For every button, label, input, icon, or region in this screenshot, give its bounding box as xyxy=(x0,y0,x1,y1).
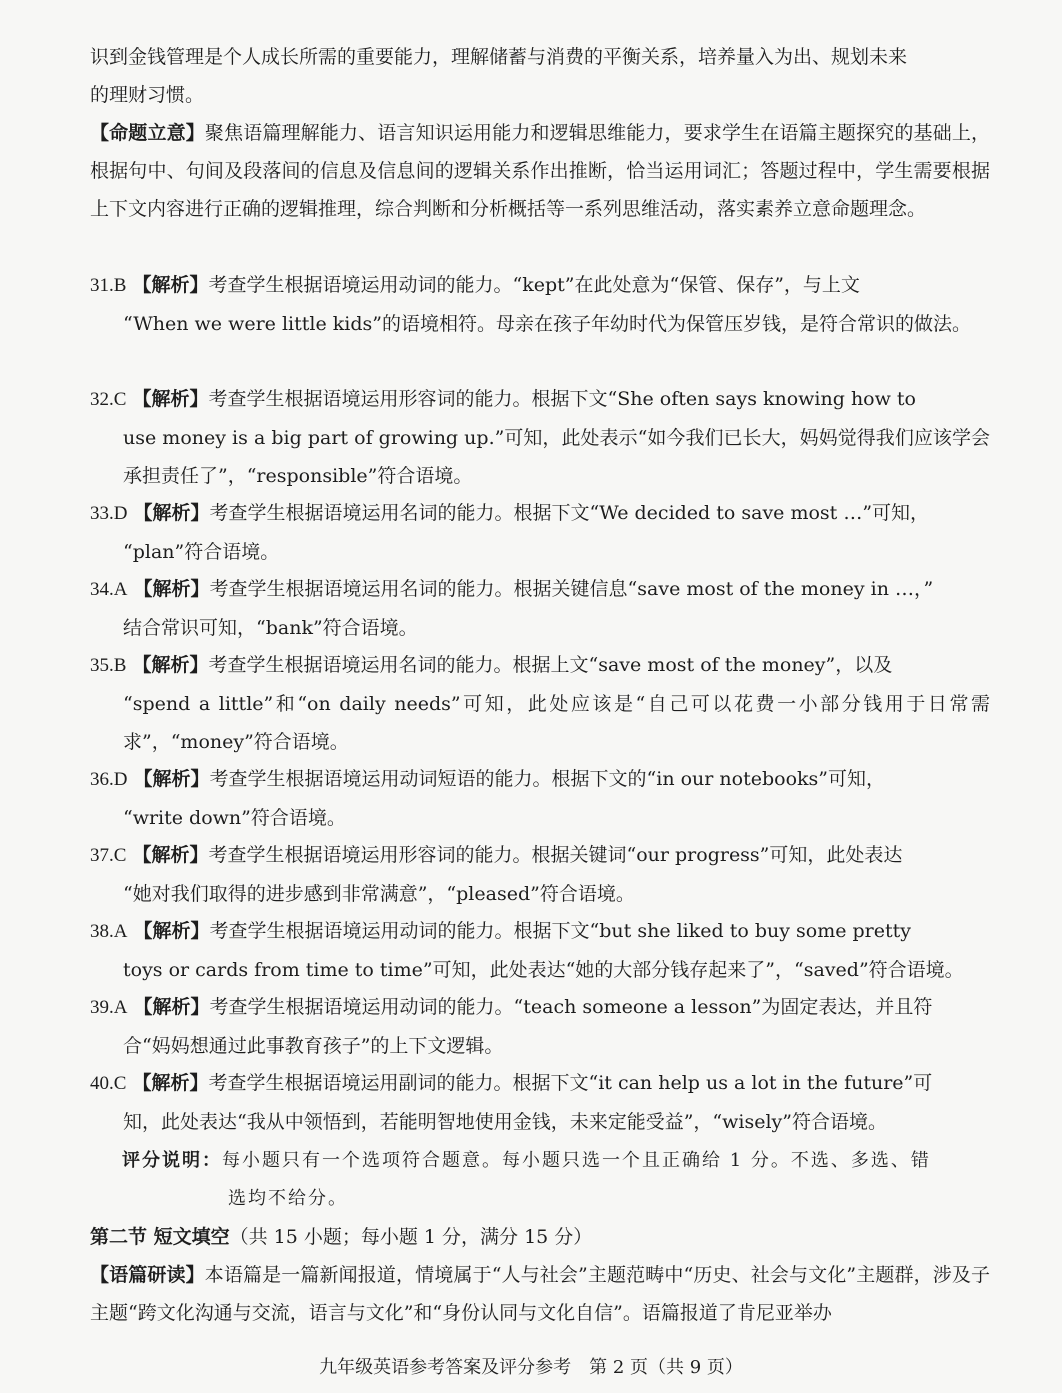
answer-number: 36.D xyxy=(90,769,128,790)
section-meta: （共 15 小题；每小题 1 分，满分 15 分） xyxy=(229,1226,593,1248)
answer-first-line: 考查学生根据语境运用动词短语的能力。根据下文的“in our notebooks”可知， xyxy=(209,768,885,790)
answer-number: 37.C xyxy=(90,845,127,866)
answer-continuation: “plan”符合语境。 xyxy=(123,541,280,563)
answer-first-line: 考查学生根据语境运用名词的能力。根据关键信息“save most of the money in …，” xyxy=(209,578,934,600)
section-heading xyxy=(90,1218,990,1256)
analysis-tag: 【解析】 xyxy=(132,388,209,410)
reading-text: 本语篇是一篇新闻报道，情境属于“人与社会”主题范畴中“历史、社会与文化”主题群，涉及子主题“跨文化沟通与交流，语言与文化”和“身份认同与文化自信”。语篇报道了肯尼亚举办 xyxy=(90,1264,990,1324)
answer-continuation: use money is a big part of growing up.”可知，此处表示“如今我们已长大，妈妈觉得我们应该学会承担责任了”，“responsible”符合语境。 xyxy=(123,427,990,487)
answer-continuation: 知，此处表达“我从中领悟到，若能明智地使用金钱，未来定能受益”，“wisely”符合语境。 xyxy=(123,1111,888,1133)
answer-40 xyxy=(90,1064,990,1141)
answer-38 xyxy=(90,912,990,989)
analysis-tag: 【解析】 xyxy=(133,578,210,600)
answer-first-line: 考查学生根据语境运用副词的能力。根据下文“it can help us a lot in the future”可 xyxy=(208,1072,933,1094)
answer-continuation: toys or cards from time to time”可知，此处表达“她的大部分钱存起来了”，“saved”符合语境。 xyxy=(123,959,964,981)
answer-number: 34.A xyxy=(90,579,128,600)
analysis-tag: 【解析】 xyxy=(132,654,209,676)
answer-continuation: “她对我们取得的进步感到非常满意”，“pleased”符合语境。 xyxy=(123,883,635,905)
scoring-line-2: 选均不给分。 xyxy=(228,1188,348,1209)
intro-paragraph xyxy=(90,38,990,114)
answer-first-line: 考查学生根据语境运用动词的能力。“teach someone a lesson”为固定表达，并且符 xyxy=(209,996,933,1018)
answer-35 xyxy=(90,646,990,761)
analysis-tag: 【解析】 xyxy=(133,920,210,942)
answer-34 xyxy=(90,570,990,647)
answer-number: 40.C xyxy=(90,1073,127,1094)
answer-continuation: “write down”符合语境。 xyxy=(123,807,346,829)
page-footer: 九年级英语参考答案及评分参考 第 2 页（共 9 页） xyxy=(319,1357,743,1378)
intro-line-2: 的理财习惯。 xyxy=(90,84,205,106)
analysis-tag: 【解析】 xyxy=(133,996,210,1018)
answer-number: 35.B xyxy=(90,655,127,676)
scoring-note xyxy=(122,1142,990,1218)
answer-first-line: 考查学生根据语境运用名词的能力。根据上文“save most of the money”，以及 xyxy=(208,654,893,676)
answer-first-line: 考查学生根据语境运用形容词的能力。根据关键词“our progress”可知，此处表达 xyxy=(208,844,903,866)
answer-continuation: 结合常识可知，“bank”符合语境。 xyxy=(123,617,418,639)
answer-first-line: 考查学生根据语境运用动词的能力。根据下文“but she liked to buy some pretty xyxy=(209,920,911,942)
analysis-tag: 【解析】 xyxy=(133,768,210,790)
section-title: 第二节 短文填空 xyxy=(90,1226,230,1248)
analysis-tag: 【解析】 xyxy=(132,1072,209,1094)
purpose-tag: 【命题立意】 xyxy=(90,122,205,144)
answer-39 xyxy=(90,988,990,1065)
answer-32 xyxy=(90,380,990,495)
analysis-tag: 【解析】 xyxy=(133,502,210,524)
reading-paragraph xyxy=(90,1256,990,1332)
reading-tag: 【语篇研读】 xyxy=(90,1264,205,1286)
answer-number: 32.C xyxy=(90,389,127,410)
answer-first-line: 考查学生根据语境运用名词的能力。根据下文“We decided to save most …”可知， xyxy=(209,502,930,524)
answer-first-line: 考查学生根据语境运用形容词的能力。根据下文“She often says knowing how to xyxy=(208,388,917,410)
answer-number: 31.B xyxy=(90,275,127,296)
purpose-paragraph xyxy=(90,114,990,228)
scoring-line-1: 每小题只有一个选项符合题意。每小题只选一个且正确给 1 分。不选、多选、错 xyxy=(222,1150,931,1171)
answer-31 xyxy=(90,266,990,343)
intro-line-1: 识到金钱管理是个人成长所需的重要能力，理解储蓄与消费的平衡关系，培养量入为出、规划未来 xyxy=(90,46,908,68)
answer-37 xyxy=(90,836,990,913)
analysis-tag: 【解析】 xyxy=(132,274,209,296)
answer-continuation: “When we were little kids”的语境相符。母亲在孩子年幼时代为保管压岁钱，是符合常识的做法。 xyxy=(123,313,971,335)
purpose-text: 聚焦语篇理解能力、语言知识运用能力和逻辑思维能力，要求学生在语篇主题探究的基础上，根据句中、句间及段落间的信息及信息间的逻辑关系作出推断，恰当运用词汇；答题过程中，学生需要根据上下文内容进行正确的逻辑推理，综合判断和分析概括等一系列思维活动，落实素养立意命题理念。 xyxy=(90,122,990,220)
answer-continuation: 合“妈妈想通过此事教育孩子”的上下文逻辑。 xyxy=(123,1035,504,1057)
answer-33 xyxy=(90,494,990,571)
answer-number: 33.D xyxy=(90,503,128,524)
analysis-tag: 【解析】 xyxy=(132,844,209,866)
answer-36 xyxy=(90,760,990,837)
answer-first-line: 考查学生根据语境运用动词的能力。“kept”在此处意为“保管、保存”，与上文 xyxy=(208,274,860,296)
scoring-label: 评分说明： xyxy=(122,1150,222,1171)
answer-continuation: “spend a little”和“on daily needs”可知，此处应该是“自己可以花费一小部分钱用于日常需求”，“money”符合语境。 xyxy=(123,693,990,753)
answer-number: 39.A xyxy=(90,997,128,1018)
answer-number: 38.A xyxy=(90,921,128,942)
